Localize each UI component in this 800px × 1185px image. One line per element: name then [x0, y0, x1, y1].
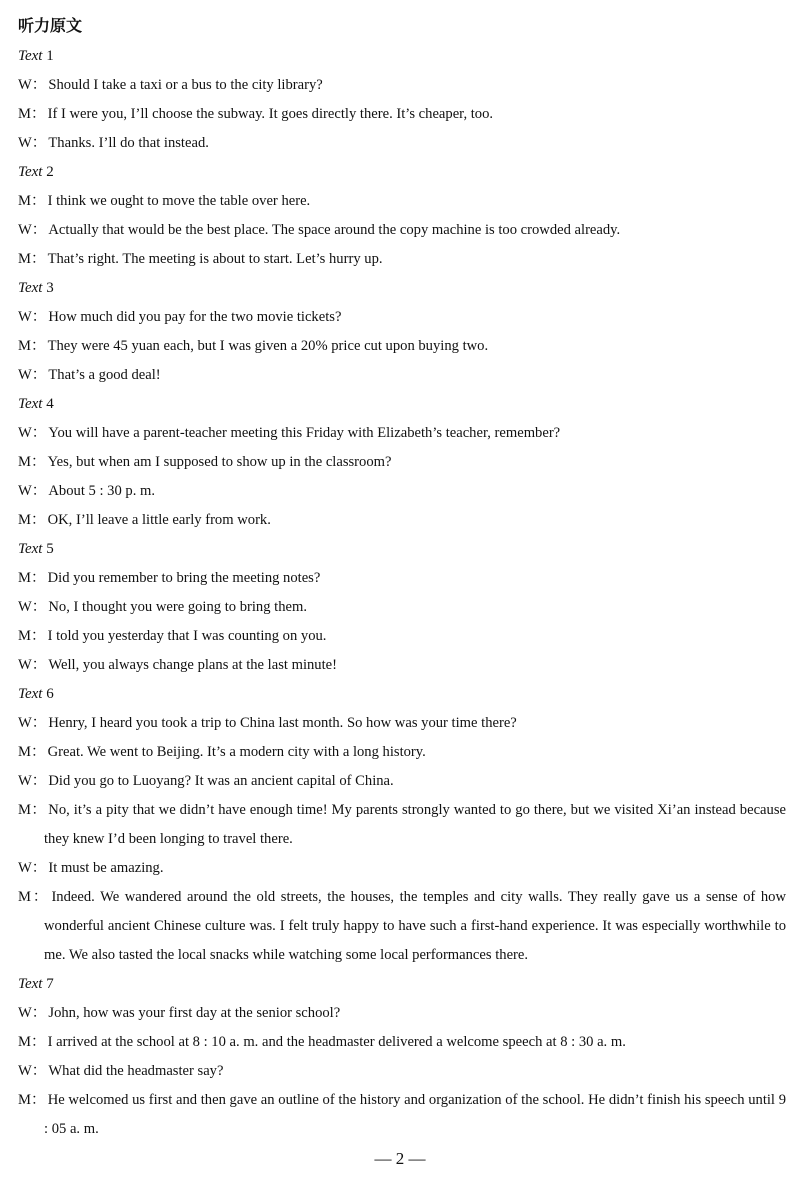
dialogue-text: About 5 : 30 p. m.	[48, 483, 156, 499]
speaker-colon: ：	[30, 251, 46, 267]
dialogue-line	[18, 129, 786, 158]
page-number: — 2 —	[374, 1149, 426, 1168]
speaker-label: M	[18, 454, 31, 470]
speaker-colon: ：	[31, 715, 47, 731]
speaker-colon: ：	[30, 106, 46, 122]
speaker-label: M	[18, 512, 31, 528]
dialogue-line	[18, 883, 786, 970]
transcript	[18, 42, 786, 1144]
speaker-colon: ：	[30, 570, 46, 586]
speaker-label: M	[18, 193, 31, 209]
speaker-label: M	[18, 1092, 31, 1108]
speaker-colon: ：	[30, 454, 46, 470]
dialogue-line	[18, 796, 786, 854]
dialogue-line	[18, 767, 786, 796]
dialogue-text: They were 45 yuan each, but I was given a 20% price cut upon buying two.	[47, 338, 489, 354]
speaker-colon: ：	[30, 744, 46, 760]
dialogue-line	[18, 100, 786, 129]
speaker-colon: ：	[31, 222, 47, 238]
speaker-colon: ：	[31, 599, 47, 615]
dialogue-line	[18, 564, 786, 593]
speaker-label: W	[18, 367, 32, 383]
speaker-label: M	[18, 338, 31, 354]
dialogue-line	[18, 419, 786, 448]
section-heading	[18, 274, 786, 303]
speaker-label: M	[18, 744, 31, 760]
section-number: 2	[46, 164, 54, 180]
section-number: 7	[46, 976, 54, 992]
section-heading	[18, 680, 786, 709]
document-page	[18, 14, 786, 1144]
dialogue-text: Henry, I heard you took a trip to China last month. So how was your time there?	[48, 715, 517, 731]
dialogue-line	[18, 622, 786, 651]
section-number: 3	[46, 280, 54, 296]
dialogue-line	[18, 303, 786, 332]
dialogue-line	[18, 651, 786, 680]
speaker-label: W	[18, 773, 32, 789]
section-heading	[18, 158, 786, 187]
dialogue-text: That’s a good deal!	[48, 367, 161, 383]
section-heading	[18, 390, 786, 419]
dialogue-text: No, I thought you were going to bring them.	[48, 599, 307, 615]
dialogue-line	[18, 593, 786, 622]
section-number: 5	[46, 541, 54, 557]
section-heading	[18, 535, 786, 564]
dialogue-text: How much did you pay for the two movie tickets?	[48, 309, 342, 325]
speaker-colon: ：	[31, 1063, 47, 1079]
dialogue-line	[18, 506, 786, 535]
speaker-colon: ：	[30, 628, 46, 644]
dialogue-text: You will have a parent-teacher meeting this Friday with Elizabeth’s teacher, remember?	[48, 425, 561, 441]
speaker-colon: ：	[31, 860, 47, 876]
section-label: Text	[18, 164, 43, 180]
section-label: Text	[18, 686, 43, 702]
dialogue-text: Should I take a taxi or a bus to the city library?	[48, 77, 323, 93]
page-title: 听力原文	[18, 16, 83, 35]
section-label: Text	[18, 541, 43, 557]
speaker-colon: ：	[31, 367, 47, 383]
section-number: 1	[46, 48, 54, 64]
dialogue-line	[18, 854, 786, 883]
dialogue-line	[18, 361, 786, 390]
speaker-colon: ：	[31, 773, 47, 789]
speaker-label: W	[18, 135, 32, 151]
speaker-colon: ：	[30, 193, 46, 209]
speaker-colon: ：	[30, 512, 46, 528]
speaker-colon: ：	[30, 338, 46, 354]
dialogue-line	[18, 1028, 786, 1057]
section-label: Text	[18, 48, 43, 64]
speaker-label: W	[18, 483, 32, 499]
speaker-colon: ：	[31, 425, 47, 441]
dialogue-text: I told you yesterday that I was counting on you.	[47, 628, 327, 644]
dialogue-line	[18, 738, 786, 767]
speaker-colon: ：	[30, 889, 50, 905]
dialogue-line	[18, 477, 786, 506]
section-label: Text	[18, 976, 43, 992]
dialogue-text: Did you remember to bring the meeting notes?	[47, 570, 321, 586]
speaker-label: M	[18, 802, 31, 818]
speaker-label: W	[18, 599, 32, 615]
dialogue-text: Did you go to Luoyang? It was an ancient capital of China.	[48, 773, 394, 789]
section-number: 4	[46, 396, 54, 412]
dialogue-text: If I were you, I’ll choose the subway. It goes directly there. It’s cheaper, too.	[47, 106, 494, 122]
dialogue-text: He welcomed us first and then gave an outline of the history and organization of the school. He didn’t finish his speech until 9 : 05 a. m.	[44, 1092, 786, 1137]
dialogue-text: Well, you always change plans at the last minute!	[48, 657, 337, 673]
speaker-label: W	[18, 1063, 32, 1079]
section-heading	[18, 970, 786, 999]
dialogue-line	[18, 245, 786, 274]
speaker-colon: ：	[30, 1034, 46, 1050]
speaker-label: W	[18, 715, 32, 731]
section-label: Text	[18, 280, 43, 296]
speaker-label: W	[18, 309, 32, 325]
dialogue-text: Actually that would be the best place. The space around the copy machine is too crowded already.	[48, 222, 621, 238]
speaker-label: M	[18, 628, 31, 644]
speaker-colon: ：	[31, 135, 47, 151]
dialogue-text: That’s right. The meeting is about to start. Let’s hurry up.	[47, 251, 383, 267]
section-label: Text	[18, 396, 43, 412]
dialogue-text: What did the headmaster say?	[48, 1063, 224, 1079]
dialogue-line	[18, 709, 786, 738]
speaker-label: M	[18, 106, 31, 122]
dialogue-text: Indeed. We wandered around the old streets, the houses, the temples and city walls. They really gave us a sense of how wonderful ancient Chinese culture was. I felt truly happy to have such a first-hand experience. It was especially worthwhile to me. We also tasted the local snacks while watching some local performances there.	[44, 889, 786, 963]
dialogue-line	[18, 332, 786, 361]
speaker-label: W	[18, 860, 32, 876]
speaker-label: M	[18, 570, 31, 586]
dialogue-text: No, it’s a pity that we didn’t have enough time! My parents strongly wanted to go there, but we visited Xi’an instead because they knew I’d been longing to travel there.	[44, 802, 786, 847]
speaker-label: W	[18, 657, 32, 673]
speaker-label: M	[18, 251, 31, 267]
dialogue-line	[18, 1086, 786, 1144]
dialogue-text: I think we ought to move the table over here.	[47, 193, 311, 209]
speaker-label: W	[18, 77, 32, 93]
dialogue-text: Yes, but when am I supposed to show up in the classroom?	[47, 454, 392, 470]
speaker-label: W	[18, 425, 32, 441]
dialogue-line	[18, 71, 786, 100]
dialogue-text: Thanks. I’ll do that instead.	[48, 135, 209, 151]
speaker-label: M	[18, 889, 31, 905]
section-number: 6	[46, 686, 54, 702]
dialogue-line	[18, 216, 786, 245]
dialogue-text: OK, I’ll leave a little early from work.	[47, 512, 271, 528]
dialogue-line	[18, 1057, 786, 1086]
dialogue-line	[18, 999, 786, 1028]
speaker-colon: ：	[31, 1005, 47, 1021]
speaker-colon: ：	[30, 1092, 46, 1108]
speaker-label: W	[18, 1005, 32, 1021]
dialogue-text: Great. We went to Beijing. It’s a modern city with a long history.	[47, 744, 426, 760]
dialogue-text: John, how was your first day at the senior school?	[48, 1005, 341, 1021]
speaker-label: W	[18, 222, 32, 238]
speaker-colon: ：	[30, 802, 47, 818]
speaker-colon: ：	[31, 309, 47, 325]
dialogue-line	[18, 448, 786, 477]
speaker-label: M	[18, 1034, 31, 1050]
dialogue-text: It must be amazing.	[48, 860, 164, 876]
section-heading	[18, 42, 786, 71]
dialogue-text: I arrived at the school at 8 : 10 a. m. and the headmaster delivered a welcome speech at 8 : 30 a. m.	[47, 1034, 626, 1050]
dialogue-line	[18, 187, 786, 216]
speaker-colon: ：	[31, 483, 47, 499]
speaker-colon: ：	[31, 77, 47, 93]
speaker-colon: ：	[31, 657, 47, 673]
